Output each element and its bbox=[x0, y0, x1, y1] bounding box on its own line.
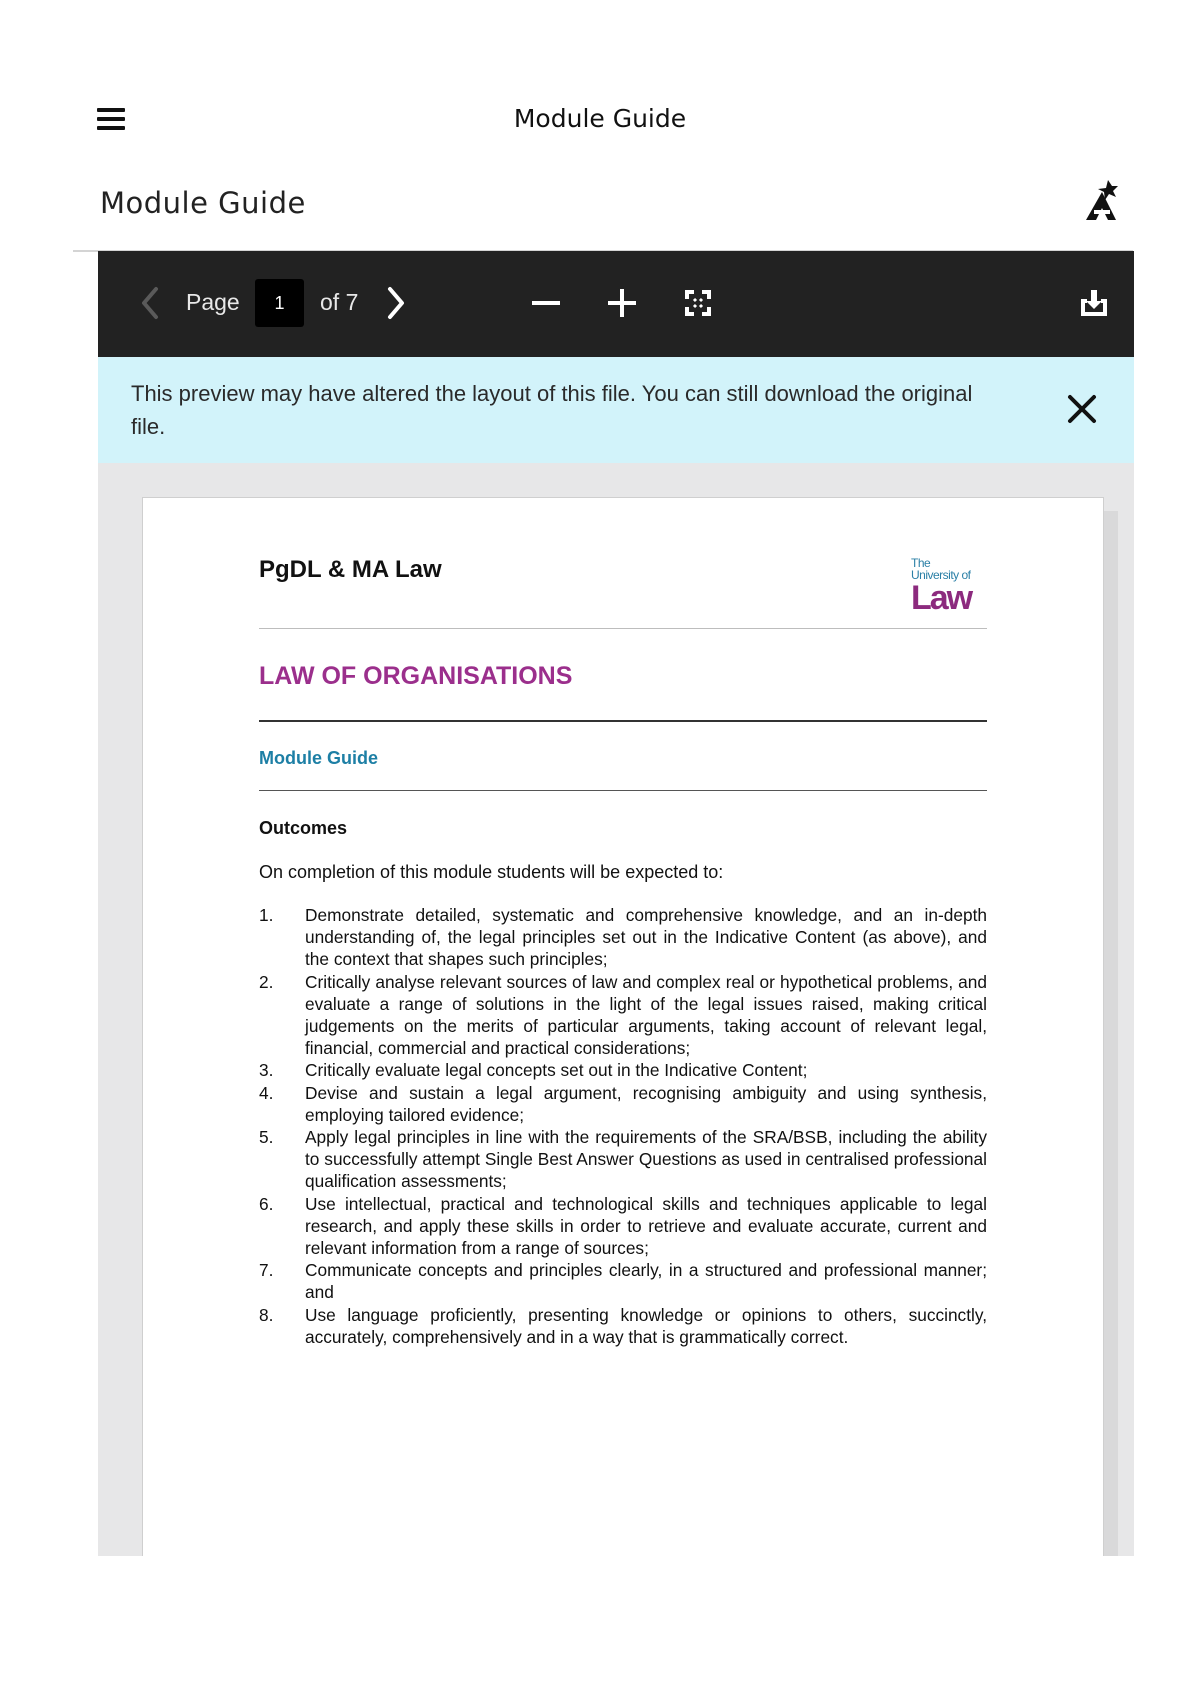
item-text: Critically analyse relevant sources of law and complex real or hypothetical problems, and evaluate a range of solutions in the light of the legal issues raised, making critical judgements on the merits of particular arguments, taking account of relevant legal, financial, commercial and practical considerations; bbox=[305, 971, 987, 1059]
item-text: Use language proficiently, presenting knowledge or opinions to others, succinctly, accurately, comprehensively and in a way that is grammatically correct. bbox=[305, 1304, 987, 1347]
list-item bbox=[259, 1126, 987, 1193]
item-text: Communicate concepts and principles clearly, in a structured and professional manner; and bbox=[305, 1260, 987, 1303]
zoom-in-button[interactable] bbox=[606, 287, 638, 319]
item-text: Demonstrate detailed, systematic and comprehensive knowledge, and an in-depth understanding of, the legal principles set out in the Indicative Content (as above), and the context that shapes such principles; bbox=[305, 905, 987, 970]
logo-wordmark: Law bbox=[911, 579, 972, 617]
page-count-label: of 7 bbox=[320, 289, 359, 315]
app-header bbox=[0, 0, 1200, 150]
fullscreen-icon bbox=[683, 288, 713, 318]
item-number: 5. bbox=[259, 1127, 274, 1148]
document-viewer[interactable] bbox=[98, 463, 1134, 1556]
list-item bbox=[259, 1193, 987, 1260]
intro-text: On completion of this module students will be expected to: bbox=[259, 862, 724, 882]
item-text: Use intellectual, practical and technological skills and techniques applicable to legal research, and apply these skills in order to retrieve and evaluate accurate, current and relevant information from a range of sources; bbox=[305, 1193, 987, 1259]
document-page bbox=[142, 497, 1104, 1556]
list-item bbox=[259, 904, 987, 971]
preview-notice-banner bbox=[98, 357, 1134, 463]
close-notice-button[interactable] bbox=[1066, 393, 1098, 425]
document-title: LAW OF ORGANISATIONS bbox=[259, 662, 573, 690]
chevron-right-icon bbox=[380, 285, 410, 321]
document-heading: PgDL & MA Law bbox=[259, 556, 442, 583]
logo-line-2: University of bbox=[911, 568, 971, 582]
item-number: 4. bbox=[259, 1082, 274, 1103]
divider bbox=[259, 628, 987, 629]
item-text: Critically evaluate legal concepts set out in the Indicative Content; bbox=[305, 1060, 808, 1081]
viewer-toolbar bbox=[98, 251, 1134, 357]
section-heading: Outcomes bbox=[259, 818, 348, 838]
item-text: Apply legal principles in line with the requirements of the SRA/BSB, including the ability to successfully attempt Single Best Answer Questions as used in centralised professional qualification assessments; bbox=[305, 1127, 987, 1192]
next-page-button[interactable] bbox=[380, 285, 410, 321]
logo-line-1: The bbox=[911, 556, 931, 570]
item-number: 8. bbox=[259, 1304, 274, 1325]
list-item bbox=[259, 1059, 987, 1081]
module-title: Module Guide bbox=[100, 186, 306, 220]
list-item bbox=[259, 971, 987, 1060]
item-number: 7. bbox=[259, 1260, 274, 1281]
previous-page-button[interactable] bbox=[136, 285, 166, 321]
item-text: Devise and sustain a legal argument, recognising ambiguity and using synthesis, employing tailored evidence; bbox=[305, 1082, 987, 1125]
page-label: Page bbox=[186, 289, 240, 315]
item-number: 6. bbox=[259, 1193, 274, 1214]
download-icon bbox=[1078, 287, 1110, 319]
item-number: 3. bbox=[259, 1060, 274, 1081]
fullscreen-button[interactable] bbox=[683, 288, 713, 318]
notice-text: This preview may have altered the layout of this file. You can still download the original file. bbox=[131, 381, 973, 439]
chevron-left-icon bbox=[136, 285, 166, 321]
list-item bbox=[259, 1082, 987, 1126]
university-logo bbox=[911, 556, 991, 616]
divider bbox=[259, 790, 987, 791]
divider bbox=[259, 720, 987, 722]
minus-icon bbox=[530, 287, 562, 319]
page-number-input[interactable] bbox=[255, 279, 304, 327]
item-number: 2. bbox=[259, 971, 274, 992]
list-item bbox=[259, 1259, 987, 1303]
document-subtitle: Module Guide bbox=[259, 748, 378, 768]
download-button[interactable] bbox=[1078, 287, 1110, 319]
zoom-out-button[interactable] bbox=[530, 287, 562, 319]
pin-icon[interactable] bbox=[1078, 178, 1128, 228]
close-icon bbox=[1066, 393, 1098, 425]
item-number: 1. bbox=[259, 905, 274, 925]
app-title: Module Guide bbox=[513, 104, 687, 133]
plus-icon bbox=[606, 287, 638, 319]
outcomes-list bbox=[259, 904, 987, 1348]
list-item bbox=[259, 1304, 987, 1348]
